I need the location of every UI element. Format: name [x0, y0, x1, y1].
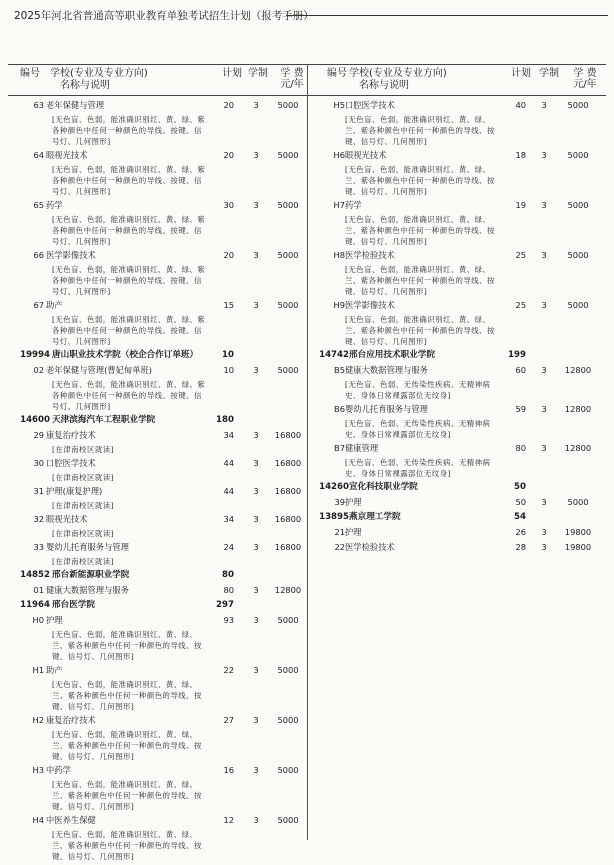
program-row	[307, 404, 607, 440]
program-requirement-note: [在津南校区就读]	[52, 473, 115, 482]
plan-count: 16	[223, 765, 234, 775]
program-name: 康复治疗技术	[46, 430, 96, 440]
program-row	[307, 443, 607, 479]
tuition-fee: 19800	[564, 542, 592, 552]
plan-count: 60	[515, 365, 526, 375]
program-row	[307, 250, 607, 297]
program-row	[0, 585, 307, 597]
program-name: 眼视光技术	[345, 150, 387, 160]
tuition-fee: 16800	[274, 430, 302, 440]
program-name: 健康管理	[345, 443, 379, 453]
program-requirement-note: [无色盲、色弱、无传染性疾病、无精神病 史、身体日常裸露部位无纹身]	[345, 380, 491, 400]
tuition-fee: 16800	[274, 458, 302, 468]
program-name: 护理	[345, 497, 362, 507]
tuition-fee: 16800	[274, 486, 302, 496]
study-length: 3	[541, 250, 547, 260]
program-name: 健康大数据管理与服务	[46, 585, 129, 595]
tuition-fee: 5000	[277, 250, 299, 260]
program-name: 护理	[46, 615, 63, 625]
tuition-fee: 12800	[274, 585, 302, 595]
page-title: 2025年河北省普通高等职业教育单独考试招生计划（报考手册）	[14, 10, 314, 22]
tuition-fee: 5000	[277, 365, 299, 375]
program-row	[307, 497, 607, 509]
program-row	[307, 365, 607, 401]
header-plan: 计划	[222, 68, 242, 79]
school-name: 邢台应用技术职业学院	[349, 350, 435, 360]
study-length: 3	[253, 458, 259, 468]
plan-count: 25	[515, 250, 526, 260]
program-code: 33	[33, 542, 44, 552]
school-name: 燕京理工学院	[349, 512, 401, 522]
program-name: 药学	[46, 200, 63, 210]
tuition-fee: 5000	[277, 200, 299, 210]
tuition-fee: 5000	[277, 100, 299, 110]
program-name: 老年保健与管理	[46, 100, 105, 110]
program-code: H6	[333, 150, 345, 160]
program-requirement-note: [无色盲、色弱，能准确识别红、黄、绿、 兰、紫各种颜色中任何一种颜色的导线、按 键、信号灯、几何图形]	[52, 630, 202, 661]
header-fee	[278, 68, 306, 90]
study-length: 3	[253, 250, 259, 260]
school-row	[0, 350, 307, 362]
plan-count: 26	[515, 527, 526, 537]
program-name: 中医养生保健	[46, 815, 96, 825]
school-code: 14260	[319, 482, 349, 492]
header-fee	[570, 68, 600, 90]
program-row	[0, 100, 307, 147]
program-code: 22	[334, 542, 345, 552]
school-code: 14600	[20, 415, 50, 425]
plan-count: 27	[223, 715, 234, 725]
program-code: 02	[33, 365, 44, 375]
program-name: 医学影像技术	[345, 300, 395, 310]
tuition-fee: 12800	[564, 443, 592, 453]
tuition-fee: 5000	[277, 765, 299, 775]
plan-count: 44	[223, 458, 234, 468]
plan-count: 28	[515, 542, 526, 552]
program-row	[0, 514, 307, 539]
program-code: B7	[334, 443, 345, 453]
program-row	[0, 458, 307, 483]
program-name: 药学	[345, 200, 362, 210]
program-code: 63	[33, 100, 44, 110]
program-name: 医学检验技术	[345, 542, 395, 552]
plan-count: 25	[515, 300, 526, 310]
tuition-fee: 12800	[564, 404, 592, 414]
school-code: 11964	[20, 600, 50, 610]
tuition-fee: 5000	[567, 300, 589, 310]
title-rule	[286, 15, 608, 16]
study-length: 3	[253, 486, 259, 496]
program-name: 助产	[46, 300, 63, 310]
school-name: 天津滨海汽车工程职业学院	[52, 415, 156, 425]
header-fee-line1: 学 费	[280, 68, 304, 79]
plan-count: 80	[223, 585, 234, 595]
study-length: 3	[541, 443, 547, 453]
program-code: 21	[334, 527, 345, 537]
school-row	[307, 482, 607, 494]
program-requirement-note: [无色盲、色弱，能准确识别红、黄、绿、紫 各种颜色中任何一种颜色的导线、按键、信 号灯、几何图形]	[52, 315, 206, 346]
program-row	[307, 200, 607, 247]
study-length: 3	[253, 815, 259, 825]
program-code: 67	[33, 300, 44, 310]
header-school	[349, 68, 447, 92]
header-code: 编号	[327, 68, 347, 79]
program-requirement-note: [无色盲、色弱，能准确识别红、黄、绿、紫 各种颜色中任何一种颜色的导线、按键、信 号灯、几何图形]	[52, 380, 206, 411]
study-length: 3	[541, 150, 547, 160]
tuition-fee: 19800	[564, 527, 592, 537]
program-name: 婴幼儿托育服务与管理	[345, 404, 428, 414]
program-name: 健康大数据管理与服务	[345, 365, 428, 375]
program-name: 护理	[345, 527, 362, 537]
program-row	[0, 815, 307, 862]
school-row	[0, 415, 307, 427]
school-row	[0, 600, 307, 612]
plan-count: 80	[515, 443, 526, 453]
study-length: 3	[253, 585, 259, 595]
program-row	[0, 300, 307, 347]
plan-count: 59	[515, 404, 526, 414]
study-length: 3	[541, 497, 547, 507]
program-requirement-note: [在津南校区就读]	[52, 529, 115, 538]
program-code: 39	[334, 497, 345, 507]
program-code: H5	[333, 100, 345, 110]
program-requirement-note: [无色盲、色弱，能准确识别红、黄、绿、紫 各种颜色中任何一种颜色的导线、按键、信 号灯、几何图形]	[52, 265, 206, 296]
tuition-fee: 5000	[567, 100, 589, 110]
header-school	[50, 68, 148, 92]
program-requirement-note: [无色盲、色弱，能准确识别红、黄、绿、紫 各种颜色中任何一种颜色的导线、按键、信 号灯、几何图形]	[52, 215, 206, 246]
program-code: 65	[33, 200, 44, 210]
header-school-line2: 名称与说明	[60, 80, 110, 91]
plan-count: 10	[222, 350, 234, 360]
tuition-fee: 12800	[564, 365, 592, 375]
school-row	[307, 350, 607, 362]
plan-count: 20	[223, 100, 234, 110]
study-length: 3	[253, 150, 259, 160]
program-requirement-note: [无色盲、色弱，能准确识别红、黄、绿、 兰、紫各种颜色中任何一种颜色的导线、按 键、信号灯、几何图形]	[52, 780, 202, 811]
program-code: 30	[33, 458, 44, 468]
program-code: B6	[334, 404, 345, 414]
plan-count: 10	[223, 365, 234, 375]
tuition-fee: 5000	[277, 665, 299, 675]
study-length: 3	[253, 542, 259, 552]
program-row	[0, 615, 307, 662]
plan-count: 18	[515, 150, 526, 160]
program-code: B5	[334, 365, 345, 375]
program-row	[0, 365, 307, 412]
tuition-fee: 16800	[274, 514, 302, 524]
plan-count: 22	[223, 665, 234, 675]
left-column	[0, 100, 307, 865]
study-length: 3	[253, 200, 259, 210]
right-column	[307, 100, 607, 557]
header-length: 学制	[539, 68, 559, 79]
program-code: 29	[33, 430, 44, 440]
study-length: 3	[541, 404, 547, 414]
program-code: H2	[32, 715, 44, 725]
school-name: 邢台新能源职业学院	[52, 570, 130, 580]
tuition-fee: 16800	[274, 542, 302, 552]
tuition-fee: 5000	[277, 150, 299, 160]
program-code: H9	[333, 300, 345, 310]
study-length: 3	[253, 300, 259, 310]
program-row	[0, 542, 307, 567]
program-row	[0, 150, 307, 197]
plan-count: 34	[223, 430, 234, 440]
school-code: 14852	[20, 570, 50, 580]
plan-count: 44	[223, 486, 234, 496]
school-row	[0, 570, 307, 582]
plan-count: 34	[223, 514, 234, 524]
program-code: 64	[33, 150, 44, 160]
school-code: 13895	[319, 512, 349, 522]
plan-count: 15	[223, 300, 234, 310]
plan-count: 80	[222, 570, 234, 580]
study-length: 3	[253, 765, 259, 775]
study-length: 3	[253, 365, 259, 375]
program-requirement-note: [无色盲、色弱，能准确识别红、黄、绿、 兰、紫各种颜色中任何一种颜色的导线、按 键、信号灯、几何图形]	[345, 215, 495, 246]
program-row	[0, 486, 307, 511]
program-requirement-note: [无色盲、色弱，能准确识别红、黄、绿、紫 各种颜色中任何一种颜色的导线、按键、信 号灯、几何图形]	[52, 115, 206, 146]
program-code: H3	[32, 765, 44, 775]
program-code: 66	[33, 250, 44, 260]
program-requirement-note: [无色盲、色弱，能准确识别红、黄、绿、 兰、紫各种颜色中任何一种颜色的导线、按 键、信号灯、几何图形]	[52, 830, 202, 861]
tuition-fee: 5000	[277, 615, 299, 625]
header-length: 学制	[248, 68, 268, 79]
plan-count: 20	[223, 150, 234, 160]
tuition-fee: 5000	[567, 497, 589, 507]
plan-count: 12	[223, 815, 234, 825]
program-row	[307, 527, 607, 539]
program-name: 医学检验技术	[345, 250, 395, 260]
program-name: 康复治疗技术	[46, 715, 96, 725]
program-requirement-note: [无色盲、色弱，能准确识别红、黄、绿、 兰、紫各种颜色中任何一种颜色的导线、按 键、信号灯、几何图形]	[52, 730, 202, 761]
program-code: H0	[32, 615, 44, 625]
program-requirement-note: [无色盲、色弱，能准确识别红、黄、绿、 兰、紫各种颜色中任何一种颜色的导线、按 键、信号灯、几何图形]	[52, 680, 202, 711]
plan-count: 30	[223, 200, 234, 210]
plan-count: 54	[514, 512, 526, 522]
study-length: 3	[541, 527, 547, 537]
study-length: 3	[253, 430, 259, 440]
program-name: 眼视光技术	[46, 514, 88, 524]
program-name: 助产	[46, 665, 63, 675]
school-name: 邢台医学院	[52, 600, 95, 610]
program-name: 护理(康复护理)	[46, 486, 103, 496]
header-fee-line1: 学 费	[573, 68, 597, 79]
plan-count: 50	[514, 482, 526, 492]
tuition-fee: 5000	[567, 200, 589, 210]
program-code: 01	[33, 585, 44, 595]
study-length: 3	[541, 542, 547, 552]
program-requirement-note: [无色盲、色弱，能准确识别红、黄、绿、 兰、紫各种颜色中任何一种颜色的导线、按 键、信号灯、几何图形]	[345, 165, 495, 196]
program-row	[307, 150, 607, 197]
study-length: 3	[253, 100, 259, 110]
school-name: 唐山职业技术学院（校企合作订单班）	[52, 350, 199, 360]
program-row	[0, 765, 307, 812]
program-requirement-note: [在津南校区就读]	[52, 445, 115, 454]
program-row	[0, 430, 307, 455]
school-code: 19994	[20, 350, 50, 360]
header-school-line2: 名称与说明	[359, 80, 409, 91]
program-code: H1	[32, 665, 44, 675]
program-code: H4	[32, 815, 44, 825]
program-requirement-note: [在津南校区就读]	[52, 501, 115, 510]
tuition-fee: 5000	[277, 815, 299, 825]
study-length: 3	[541, 300, 547, 310]
program-row	[0, 200, 307, 247]
header-fee-line2: 元/年	[280, 79, 304, 90]
plan-count: 297	[216, 600, 234, 610]
plan-count: 50	[515, 497, 526, 507]
plan-count: 40	[515, 100, 526, 110]
program-name: 口腔医学技术	[46, 458, 96, 468]
study-length: 3	[253, 514, 259, 524]
study-length: 3	[541, 365, 547, 375]
plan-count: 24	[223, 542, 234, 552]
program-name: 眼视光技术	[46, 150, 88, 160]
school-name: 宣化科技职业学院	[349, 482, 418, 492]
program-code: 32	[33, 514, 44, 524]
program-row	[307, 100, 607, 147]
study-length: 3	[541, 200, 547, 210]
program-code: 31	[33, 486, 44, 496]
plan-count: 180	[216, 415, 234, 425]
program-code: H8	[333, 250, 345, 260]
program-requirement-note: [在津南校区就读]	[52, 557, 115, 566]
program-name: 口腔医学技术	[345, 100, 395, 110]
school-code: 14742	[319, 350, 349, 360]
program-requirement-note: [无色盲、色弱，能准确识别红、黄、绿、 兰、紫各种颜色中任何一种颜色的导线、按 键、信号灯、几何图形]	[345, 265, 495, 296]
study-length: 3	[253, 615, 259, 625]
program-requirement-note: [无色盲、色弱，能准确识别红、黄、绿、紫 各种颜色中任何一种颜色的导线、按键、信 号灯、几何图形]	[52, 165, 206, 196]
plan-count: 20	[223, 250, 234, 260]
program-name: 医学影像技术	[46, 250, 96, 260]
program-requirement-note: [无色盲、色弱、无传染性疾病、无精神病 史、身体日常裸露部位无纹身]	[345, 419, 491, 439]
header-plan: 计划	[511, 68, 531, 79]
header-school-line1: 学校(专业及专业方向)	[50, 68, 148, 79]
program-row	[0, 250, 307, 297]
tuition-fee: 5000	[277, 300, 299, 310]
study-length: 3	[253, 665, 259, 675]
plan-count: 93	[223, 615, 234, 625]
plan-count: 19	[515, 200, 526, 210]
program-name: 婴幼儿托育服务与管理	[46, 542, 129, 552]
header-fee-line2: 元/年	[573, 79, 597, 90]
program-row	[307, 542, 607, 554]
study-length: 3	[541, 100, 547, 110]
tuition-fee: 5000	[567, 150, 589, 160]
program-requirement-note: [无色盲、色弱、无传染性疾病、无精神病 史、身体日常裸露部位无纹身]	[345, 458, 491, 478]
program-name: 中药学	[46, 765, 71, 775]
program-code: H7	[333, 200, 345, 210]
program-requirement-note: [无色盲、色弱，能准确识别红、黄、绿、 兰、紫各种颜色中任何一种颜色的导线、按 键、信号灯、几何图形]	[345, 115, 495, 146]
header-school-line1: 学校(专业及专业方向)	[349, 68, 447, 79]
plan-count: 199	[508, 350, 526, 360]
program-requirement-note: [无色盲、色弱，能准确识别红、黄、绿、 兰、紫各种颜色中任何一种颜色的导线、按 键、信号灯、几何图形]	[345, 315, 495, 346]
program-row	[307, 300, 607, 347]
tuition-fee: 5000	[567, 250, 589, 260]
program-row	[0, 715, 307, 762]
tuition-fee: 5000	[277, 715, 299, 725]
program-row	[0, 665, 307, 712]
program-name: 老年保健与管理(曹妃甸单班)	[46, 365, 153, 375]
header-code: 编号	[20, 68, 40, 79]
study-length: 3	[253, 715, 259, 725]
school-row	[307, 512, 607, 524]
